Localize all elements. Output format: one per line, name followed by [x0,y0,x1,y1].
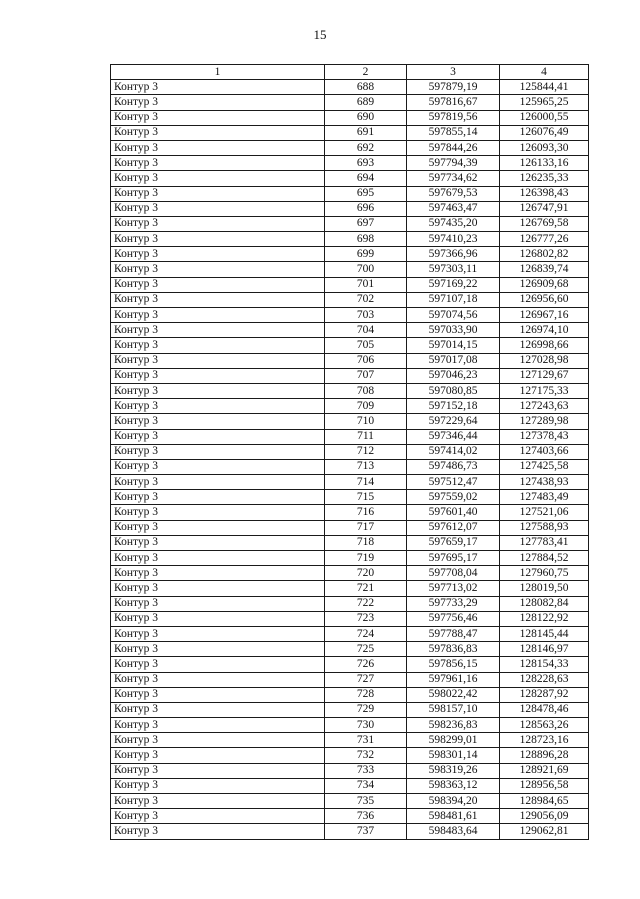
table-row [111,551,589,566]
cell-y: 127243,63 [500,399,589,414]
cell-x: 597414,02 [407,444,500,459]
cell-contour: Контур 3 [111,216,325,231]
cell-point-number: 690 [325,110,407,125]
cell-y: 126076,49 [500,125,589,140]
cell-point-number: 724 [325,626,407,641]
cell-x: 598394,20 [407,794,500,809]
cell-contour: Контур 3 [111,505,325,520]
cell-x: 597410,23 [407,232,500,247]
cell-y: 126000,55 [500,110,589,125]
cell-y: 127884,52 [500,551,589,566]
cell-contour: Контур 3 [111,399,325,414]
cell-x: 597816,67 [407,95,500,110]
cell-y: 126998,66 [500,338,589,353]
cell-contour: Контур 3 [111,444,325,459]
cell-y: 128228,63 [500,672,589,687]
cell-y: 127960,75 [500,566,589,581]
cell-contour: Контур 3 [111,626,325,641]
column-header-contour: 1 [111,65,325,80]
cell-point-number: 737 [325,824,407,839]
cell-x: 598301,14 [407,748,500,763]
cell-point-number: 699 [325,247,407,262]
cell-point-number: 712 [325,444,407,459]
cell-point-number: 728 [325,687,407,702]
cell-contour: Контур 3 [111,809,325,824]
cell-x: 597435,20 [407,216,500,231]
cell-x: 597601,40 [407,505,500,520]
cell-x: 597961,16 [407,672,500,687]
cell-contour: Контур 3 [111,323,325,338]
table-row [111,718,589,733]
table-row [111,171,589,186]
table-row [111,626,589,641]
cell-point-number: 734 [325,778,407,793]
table-row [111,733,589,748]
cell-point-number: 729 [325,702,407,717]
cell-point-number: 715 [325,490,407,505]
cell-contour: Контур 3 [111,596,325,611]
cell-contour: Контур 3 [111,125,325,140]
cell-contour: Контур 3 [111,763,325,778]
cell-y: 128984,65 [500,794,589,809]
cell-point-number: 735 [325,794,407,809]
cell-x: 597856,15 [407,657,500,672]
page-number: 15 [313,27,327,42]
cell-contour: Контур 3 [111,201,325,216]
cell-contour: Контур 3 [111,110,325,125]
cell-contour: Контур 3 [111,429,325,444]
cell-x: 597033,90 [407,323,500,338]
cell-point-number: 710 [325,414,407,429]
cell-contour: Контур 3 [111,748,325,763]
table-row [111,262,589,277]
table-header-row [111,65,589,80]
cell-y: 125844,41 [500,80,589,95]
cell-point-number: 736 [325,809,407,824]
cell-point-number: 701 [325,277,407,292]
cell-x: 597486,73 [407,459,500,474]
cell-contour: Контур 3 [111,566,325,581]
cell-y: 128956,58 [500,778,589,793]
cell-x: 598299,01 [407,733,500,748]
cell-point-number: 718 [325,535,407,550]
cell-y: 128145,44 [500,626,589,641]
table-row [111,596,589,611]
table-row [111,277,589,292]
cell-x: 597303,11 [407,262,500,277]
cell-y: 127175,33 [500,383,589,398]
cell-contour: Контур 3 [111,156,325,171]
table-row [111,444,589,459]
cell-y: 128146,97 [500,642,589,657]
table-row [111,657,589,672]
table-row [111,216,589,231]
table-row [111,95,589,110]
cell-contour: Контур 3 [111,490,325,505]
cell-point-number: 689 [325,95,407,110]
cell-contour: Контур 3 [111,581,325,596]
cell-x: 598157,10 [407,702,500,717]
cell-x: 597107,18 [407,292,500,307]
table-row [111,308,589,323]
cell-x: 597844,26 [407,140,500,155]
cell-x: 597152,18 [407,399,500,414]
cell-x: 597463,47 [407,201,500,216]
table-row [111,110,589,125]
cell-point-number: 711 [325,429,407,444]
table-row [111,702,589,717]
table-row [111,748,589,763]
cell-contour: Контур 3 [111,459,325,474]
cell-contour: Контур 3 [111,308,325,323]
cell-x: 598481,61 [407,809,500,824]
cell-point-number: 707 [325,368,407,383]
cell-point-number: 725 [325,642,407,657]
cell-contour: Контур 3 [111,778,325,793]
cell-contour: Контур 3 [111,277,325,292]
cell-y: 126974,10 [500,323,589,338]
cell-contour: Контур 3 [111,232,325,247]
cell-y: 126398,43 [500,186,589,201]
table-row [111,535,589,550]
table-row [111,475,589,490]
cell-x: 597046,23 [407,368,500,383]
cell-point-number: 698 [325,232,407,247]
cell-contour: Контур 3 [111,292,325,307]
cell-y: 127483,49 [500,490,589,505]
cell-contour: Контур 3 [111,262,325,277]
table-row [111,156,589,171]
cell-point-number: 693 [325,156,407,171]
cell-point-number: 692 [325,140,407,155]
cell-y: 127129,67 [500,368,589,383]
cell-contour: Контур 3 [111,475,325,490]
cell-point-number: 708 [325,383,407,398]
cell-contour: Контур 3 [111,171,325,186]
cell-y: 126747,91 [500,201,589,216]
cell-x: 597074,56 [407,308,500,323]
cell-y: 126839,74 [500,262,589,277]
cell-contour: Контур 3 [111,414,325,429]
cell-point-number: 726 [325,657,407,672]
cell-x: 597612,07 [407,520,500,535]
cell-y: 127378,43 [500,429,589,444]
cell-contour: Контур 3 [111,824,325,839]
column-header-point-number: 2 [325,65,407,80]
cell-point-number: 688 [325,80,407,95]
cell-x: 597695,17 [407,551,500,566]
cell-contour: Контур 3 [111,247,325,262]
table-row [111,368,589,383]
column-header-y: 4 [500,65,589,80]
table-row [111,763,589,778]
cell-point-number: 716 [325,505,407,520]
cell-y: 128154,33 [500,657,589,672]
table-row [111,672,589,687]
cell-contour: Контур 3 [111,140,325,155]
cell-point-number: 696 [325,201,407,216]
cell-contour: Контур 3 [111,535,325,550]
cell-point-number: 700 [325,262,407,277]
cell-point-number: 713 [325,459,407,474]
cell-point-number: 717 [325,520,407,535]
cell-x: 598319,26 [407,763,500,778]
cell-x: 598236,83 [407,718,500,733]
cell-point-number: 733 [325,763,407,778]
cell-y: 126956,60 [500,292,589,307]
cell-y: 127438,93 [500,475,589,490]
cell-y: 127783,41 [500,535,589,550]
table-row [111,809,589,824]
cell-contour: Контур 3 [111,687,325,702]
cell-x: 598483,64 [407,824,500,839]
cell-x: 597836,83 [407,642,500,657]
cell-y: 128563,26 [500,718,589,733]
cell-x: 597014,15 [407,338,500,353]
cell-point-number: 731 [325,733,407,748]
cell-x: 597855,14 [407,125,500,140]
cell-contour: Контур 3 [111,672,325,687]
table-row [111,824,589,839]
cell-point-number: 702 [325,292,407,307]
cell-x: 597229,64 [407,414,500,429]
column-header-x: 3 [407,65,500,80]
cell-x: 597879,19 [407,80,500,95]
table-row [111,778,589,793]
cell-y: 128723,16 [500,733,589,748]
cell-point-number: 703 [325,308,407,323]
cell-x: 597017,08 [407,353,500,368]
cell-point-number: 723 [325,611,407,626]
cell-contour: Контур 3 [111,186,325,201]
cell-x: 597679,53 [407,186,500,201]
cell-point-number: 697 [325,216,407,231]
cell-point-number: 720 [325,566,407,581]
cell-point-number: 705 [325,338,407,353]
cell-contour: Контур 3 [111,642,325,657]
table-row [111,459,589,474]
coordinates-table [110,64,589,840]
cell-point-number: 727 [325,672,407,687]
cell-x: 597708,04 [407,566,500,581]
cell-point-number: 730 [325,718,407,733]
cell-contour: Контур 3 [111,718,325,733]
cell-x: 597713,02 [407,581,500,596]
cell-contour: Контур 3 [111,368,325,383]
table-row [111,566,589,581]
cell-x: 598363,12 [407,778,500,793]
cell-y: 128082,84 [500,596,589,611]
cell-x: 597734,62 [407,171,500,186]
table-row [111,520,589,535]
cell-x: 597346,44 [407,429,500,444]
cell-contour: Контур 3 [111,383,325,398]
cell-x: 597512,47 [407,475,500,490]
cell-contour: Контур 3 [111,794,325,809]
cell-y: 126777,26 [500,232,589,247]
table-row [111,687,589,702]
table-row [111,429,589,444]
table-row [111,642,589,657]
table-row [111,80,589,95]
cell-x: 597794,39 [407,156,500,171]
cell-x: 597788,47 [407,626,500,641]
cell-x: 597559,02 [407,490,500,505]
table-row [111,383,589,398]
cell-x: 597366,96 [407,247,500,262]
cell-y: 126967,16 [500,308,589,323]
cell-y: 126909,68 [500,277,589,292]
cell-contour: Контур 3 [111,733,325,748]
cell-x: 597659,17 [407,535,500,550]
cell-y: 127289,98 [500,414,589,429]
cell-x: 597819,56 [407,110,500,125]
cell-y: 126093,30 [500,140,589,155]
cell-y: 127403,66 [500,444,589,459]
table-row [111,140,589,155]
cell-x: 597756,46 [407,611,500,626]
table-body [111,80,589,839]
cell-contour: Контур 3 [111,611,325,626]
table-row [111,505,589,520]
table-row [111,292,589,307]
cell-contour: Контур 3 [111,95,325,110]
cell-point-number: 732 [325,748,407,763]
table-row [111,323,589,338]
table-row [111,353,589,368]
cell-contour: Контур 3 [111,80,325,95]
table-row [111,399,589,414]
cell-x: 597733,29 [407,596,500,611]
table-row [111,125,589,140]
table-row [111,794,589,809]
cell-point-number: 714 [325,475,407,490]
cell-point-number: 704 [325,323,407,338]
cell-x: 597080,85 [407,383,500,398]
cell-point-number: 694 [325,171,407,186]
cell-y: 128478,46 [500,702,589,717]
cell-y: 128122,92 [500,611,589,626]
cell-point-number: 721 [325,581,407,596]
cell-contour: Контур 3 [111,520,325,535]
cell-point-number: 706 [325,353,407,368]
cell-contour: Контур 3 [111,353,325,368]
cell-contour: Контур 3 [111,702,325,717]
cell-y: 127521,06 [500,505,589,520]
cell-y: 129062,81 [500,824,589,839]
cell-contour: Контур 3 [111,338,325,353]
cell-y: 127425,58 [500,459,589,474]
cell-y: 128921,69 [500,763,589,778]
cell-y: 127028,98 [500,353,589,368]
cell-y: 128019,50 [500,581,589,596]
cell-y: 129056,09 [500,809,589,824]
cell-y: 126769,58 [500,216,589,231]
cell-x: 598022,42 [407,687,500,702]
cell-y: 128287,92 [500,687,589,702]
cell-point-number: 719 [325,551,407,566]
cell-y: 127588,93 [500,520,589,535]
table-row [111,414,589,429]
cell-contour: Контур 3 [111,551,325,566]
cell-point-number: 695 [325,186,407,201]
table-row [111,201,589,216]
cell-contour: Контур 3 [111,657,325,672]
table-row [111,232,589,247]
cell-point-number: 691 [325,125,407,140]
cell-y: 126235,33 [500,171,589,186]
table-row [111,186,589,201]
table-row [111,611,589,626]
table-row [111,581,589,596]
cell-x: 597169,22 [407,277,500,292]
table-row [111,338,589,353]
cell-point-number: 709 [325,399,407,414]
table-row [111,490,589,505]
cell-y: 125965,25 [500,95,589,110]
cell-point-number: 722 [325,596,407,611]
table-row [111,247,589,262]
cell-y: 126802,82 [500,247,589,262]
cell-y: 128896,28 [500,748,589,763]
cell-y: 126133,16 [500,156,589,171]
